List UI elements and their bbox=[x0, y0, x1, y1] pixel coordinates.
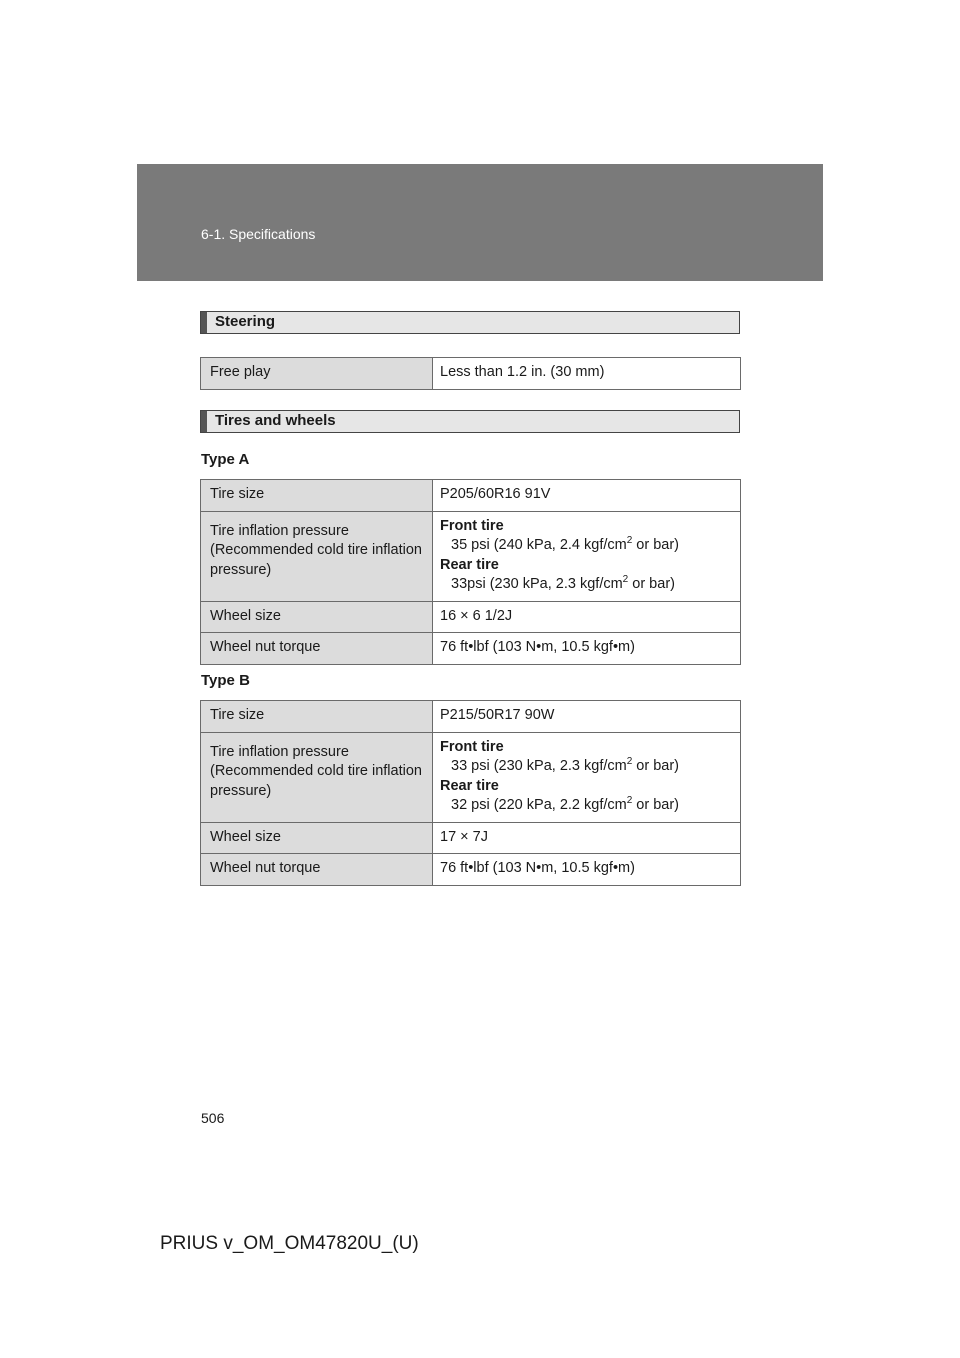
heading-bar bbox=[201, 411, 207, 432]
tire-size-value: P215/50R17 90W bbox=[433, 701, 741, 733]
rear-tire-value: 33psi (230 kPa, 2.3 kgf/$cm^2$ or bar) bbox=[451, 574, 675, 592]
pressure-label: Tire inflation pressure (Recommended cold tire inflation pressure) bbox=[201, 511, 433, 601]
table-row bbox=[201, 822, 741, 854]
heading-bar bbox=[201, 312, 207, 333]
steering-heading bbox=[200, 311, 740, 334]
table-row bbox=[201, 701, 741, 733]
footer-doc-id: PRIUS v_OM_OM47820U_(U) bbox=[160, 1233, 419, 1254]
wheel-size-label: Wheel size bbox=[201, 601, 433, 633]
torque-value: 76 ft•lbf (103 N•m, 10.5 kgf•m) bbox=[433, 633, 741, 665]
torque-label: Wheel nut torque bbox=[201, 633, 433, 665]
table-row bbox=[201, 480, 741, 512]
tire-size-label: Tire size bbox=[201, 701, 433, 733]
table-row bbox=[201, 358, 741, 390]
free-play-label: Free play bbox=[201, 358, 433, 390]
free-play-value: Less than 1.2 in. (30 mm) bbox=[433, 358, 741, 390]
table-row bbox=[201, 601, 741, 633]
tires-heading bbox=[200, 410, 740, 433]
torque-label: Wheel nut torque bbox=[201, 854, 433, 886]
table-row bbox=[201, 732, 741, 822]
wheel-size-value: 17 × 7J bbox=[433, 822, 741, 854]
table-row bbox=[201, 633, 741, 665]
front-tire-value: 33 psi (230 kPa, 2.3 kgf/$cm^2$ or bar) bbox=[451, 756, 680, 774]
steering-table bbox=[200, 357, 741, 390]
rear-tire-label: Rear tire bbox=[440, 777, 499, 794]
tires-title: Tires and wheels bbox=[215, 412, 336, 429]
pressure-label: Tire inflation pressure (Recommended cold tire inflation pressure) bbox=[201, 732, 433, 822]
front-tire-label: Front tire bbox=[440, 517, 504, 534]
pressure-value bbox=[433, 732, 741, 822]
wheel-size-value: 16 × 6 1/2J bbox=[433, 601, 741, 633]
type-a-label: Type A bbox=[201, 451, 250, 468]
rear-tire-value: 32 psi (220 kPa, 2.2 kgf/$cm^2$ or bar) bbox=[451, 795, 680, 813]
tire-size-value: P205/60R16 91V bbox=[433, 480, 741, 512]
table-row bbox=[201, 854, 741, 886]
front-tire-label: Front tire bbox=[440, 738, 504, 755]
pressure-value bbox=[433, 511, 741, 601]
front-tire-value: 35 psi (240 kPa, 2.4 kgf/$cm^2$ or bar) bbox=[451, 535, 680, 553]
torque-value: 76 ft•lbf (103 N•m, 10.5 kgf•m) bbox=[433, 854, 741, 886]
type-b-label: Type B bbox=[201, 672, 250, 689]
type-b-table bbox=[200, 700, 741, 886]
page-number: 506 bbox=[201, 1110, 225, 1126]
section-title: 6-1. Specifications bbox=[201, 226, 316, 242]
table-row bbox=[201, 511, 741, 601]
steering-title: Steering bbox=[215, 313, 276, 330]
type-a-table bbox=[200, 479, 741, 665]
header-band bbox=[137, 164, 823, 281]
rear-tire-label: Rear tire bbox=[440, 556, 499, 573]
wheel-size-label: Wheel size bbox=[201, 822, 433, 854]
tire-size-label: Tire size bbox=[201, 480, 433, 512]
